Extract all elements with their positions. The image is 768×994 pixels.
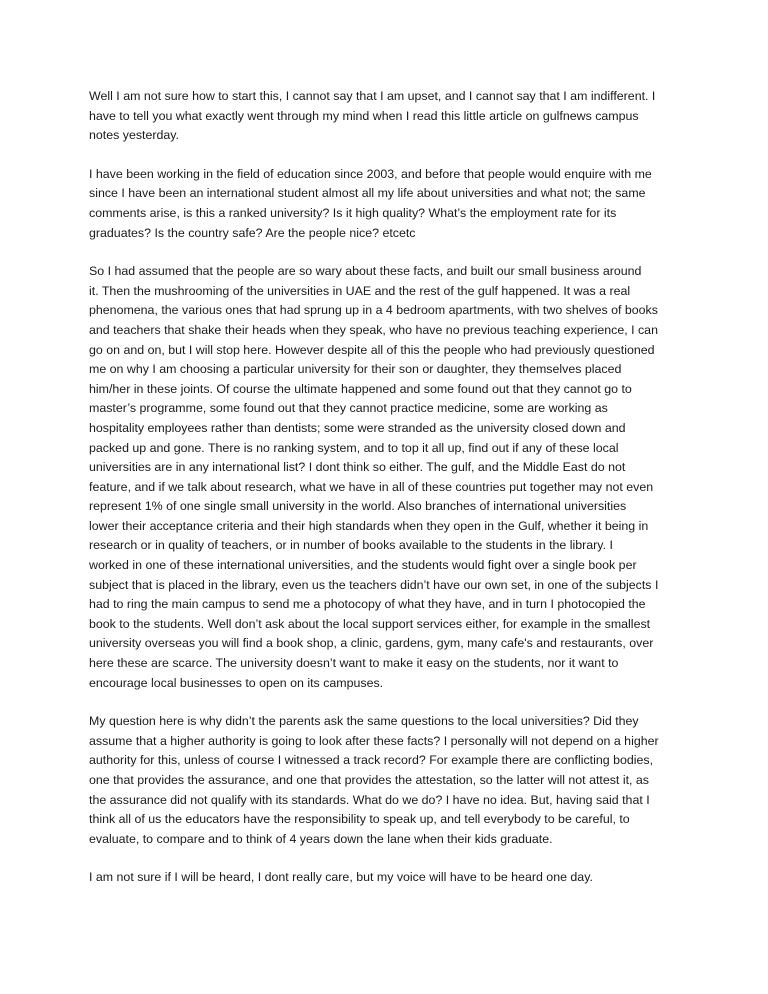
text-line: go on and on, but I will stop here. However despite all of this the people who had previously questioned [89, 342, 655, 357]
text-line: here these are scarce. The university doesn’t want to make it easy on the students, nor it want to [89, 656, 619, 671]
text-line: feature, and if we talk about research, what we have in all of these countries put together may not even [89, 479, 654, 494]
text-line: the assurance did not qualify with its standards. What do we do? I have no idea. But, having said that I [89, 792, 650, 807]
text-line: phenomena, the various ones that had sprung up in a 4 bedroom apartments, with two shelves of books [89, 303, 658, 318]
text-line: My question here is why didn’t the parents ask the same questions to the local universities? Did they [89, 714, 639, 729]
text-line: So I had assumed that the people are so wary about these facts, and built our small business around [89, 264, 642, 279]
paragraph-3 [89, 262, 681, 693]
paragraph-4 [89, 712, 681, 849]
text-line: and teachers that shake their heads when they speak, who have no previous teaching experience, I can [89, 322, 658, 337]
text-line: him/her in these joints. Of course the ultimate happened and some found out that they cannot go to [89, 381, 632, 396]
text-line: comments arise, is this a ranked university? Is it high quality? What’s the employment rate for its [89, 205, 617, 220]
text-line: hospitality employees rather than dentists; some were stranded as the university closed down and [89, 420, 626, 435]
text-line: I have been working in the field of education since 2003, and before that people would enquire with me [89, 166, 652, 181]
text-line: have to tell you what exactly went through my mind when I read this little article on gulfnews campus [89, 108, 639, 123]
text-line: represent 1% of one single small university in the world. Also branches of international universities [89, 499, 627, 514]
paragraph-5 [89, 868, 681, 888]
text-line: lower their acceptance criteria and their high standards when they open in the Gulf, whether it being in [89, 518, 649, 533]
text-line: me on why I am choosing a particular university for their son or daughter, they themselves placed [89, 362, 622, 377]
paragraph-1 [89, 87, 681, 146]
text-line: master’s programme, some found out that they cannot practice medicine, some are working as [89, 401, 608, 416]
document-body [89, 87, 681, 907]
text-line: it. Then the mushrooming of the universities in UAE and the rest of the gulf happened. It was a real [89, 283, 631, 298]
text-line: subject that is placed in the library, even us the teachers didn’t have our own set, in one of the subjects I [89, 577, 659, 592]
text-line: book to the students. Well don’t ask about the local support services either, for example in the smallest [89, 616, 651, 631]
text-line: had to ring the main campus to send me a photocopy of what they have, and in turn I photocopied the [89, 597, 646, 612]
text-line: packed up and gone. There is no ranking system, and to top it all up, find out if any of these local [89, 440, 619, 455]
text-line: graduates? Is the country safe? Are the people nice? etcetc [89, 225, 416, 240]
text-line: one that provides the assurance, and one that provides the attestation, so the latter will not attest it, as [89, 773, 649, 787]
text-line: I am not sure if I will be heard, I dont really care, but my voice will have to be heard one day. [89, 870, 593, 885]
text-line: assume that a higher authority is going to look after these facts? I personally will not depend on a higher [89, 733, 659, 748]
text-line: encourage local businesses to open on its campuses. [89, 675, 384, 690]
text-line: Well I am not sure how to start this, I cannot say that I am upset, and I cannot say that I am indifferent. I [89, 89, 656, 103]
text-line: university overseas you will find a book shop, a clinic, gardens, gym, many cafe's and restaurants, over [89, 636, 654, 651]
text-line: worked in one of these international universities, and the students would fight over a single book per [89, 558, 637, 573]
text-line: notes yesterday. [89, 128, 179, 143]
paragraph-2 [89, 165, 681, 243]
text-line: authority for this, unless of course I witnessed a track record? For example there are conflicting bodies, [89, 753, 654, 768]
text-line: think all of us the educators have the responsibility to speak up, and tell everybody to be careful, to [89, 812, 630, 827]
text-line: universities are in any international list? I dont think so either. The gulf, and the Middle East do not [89, 460, 626, 475]
text-line: since I have been an international student almost all my life about universities and what not; the same [89, 186, 646, 201]
text-line: research or in quality of teachers, or in number of books available to the students in the library. I [89, 538, 613, 553]
text-line: evaluate, to compare and to think of 4 years down the lane when their kids graduate. [89, 831, 553, 846]
